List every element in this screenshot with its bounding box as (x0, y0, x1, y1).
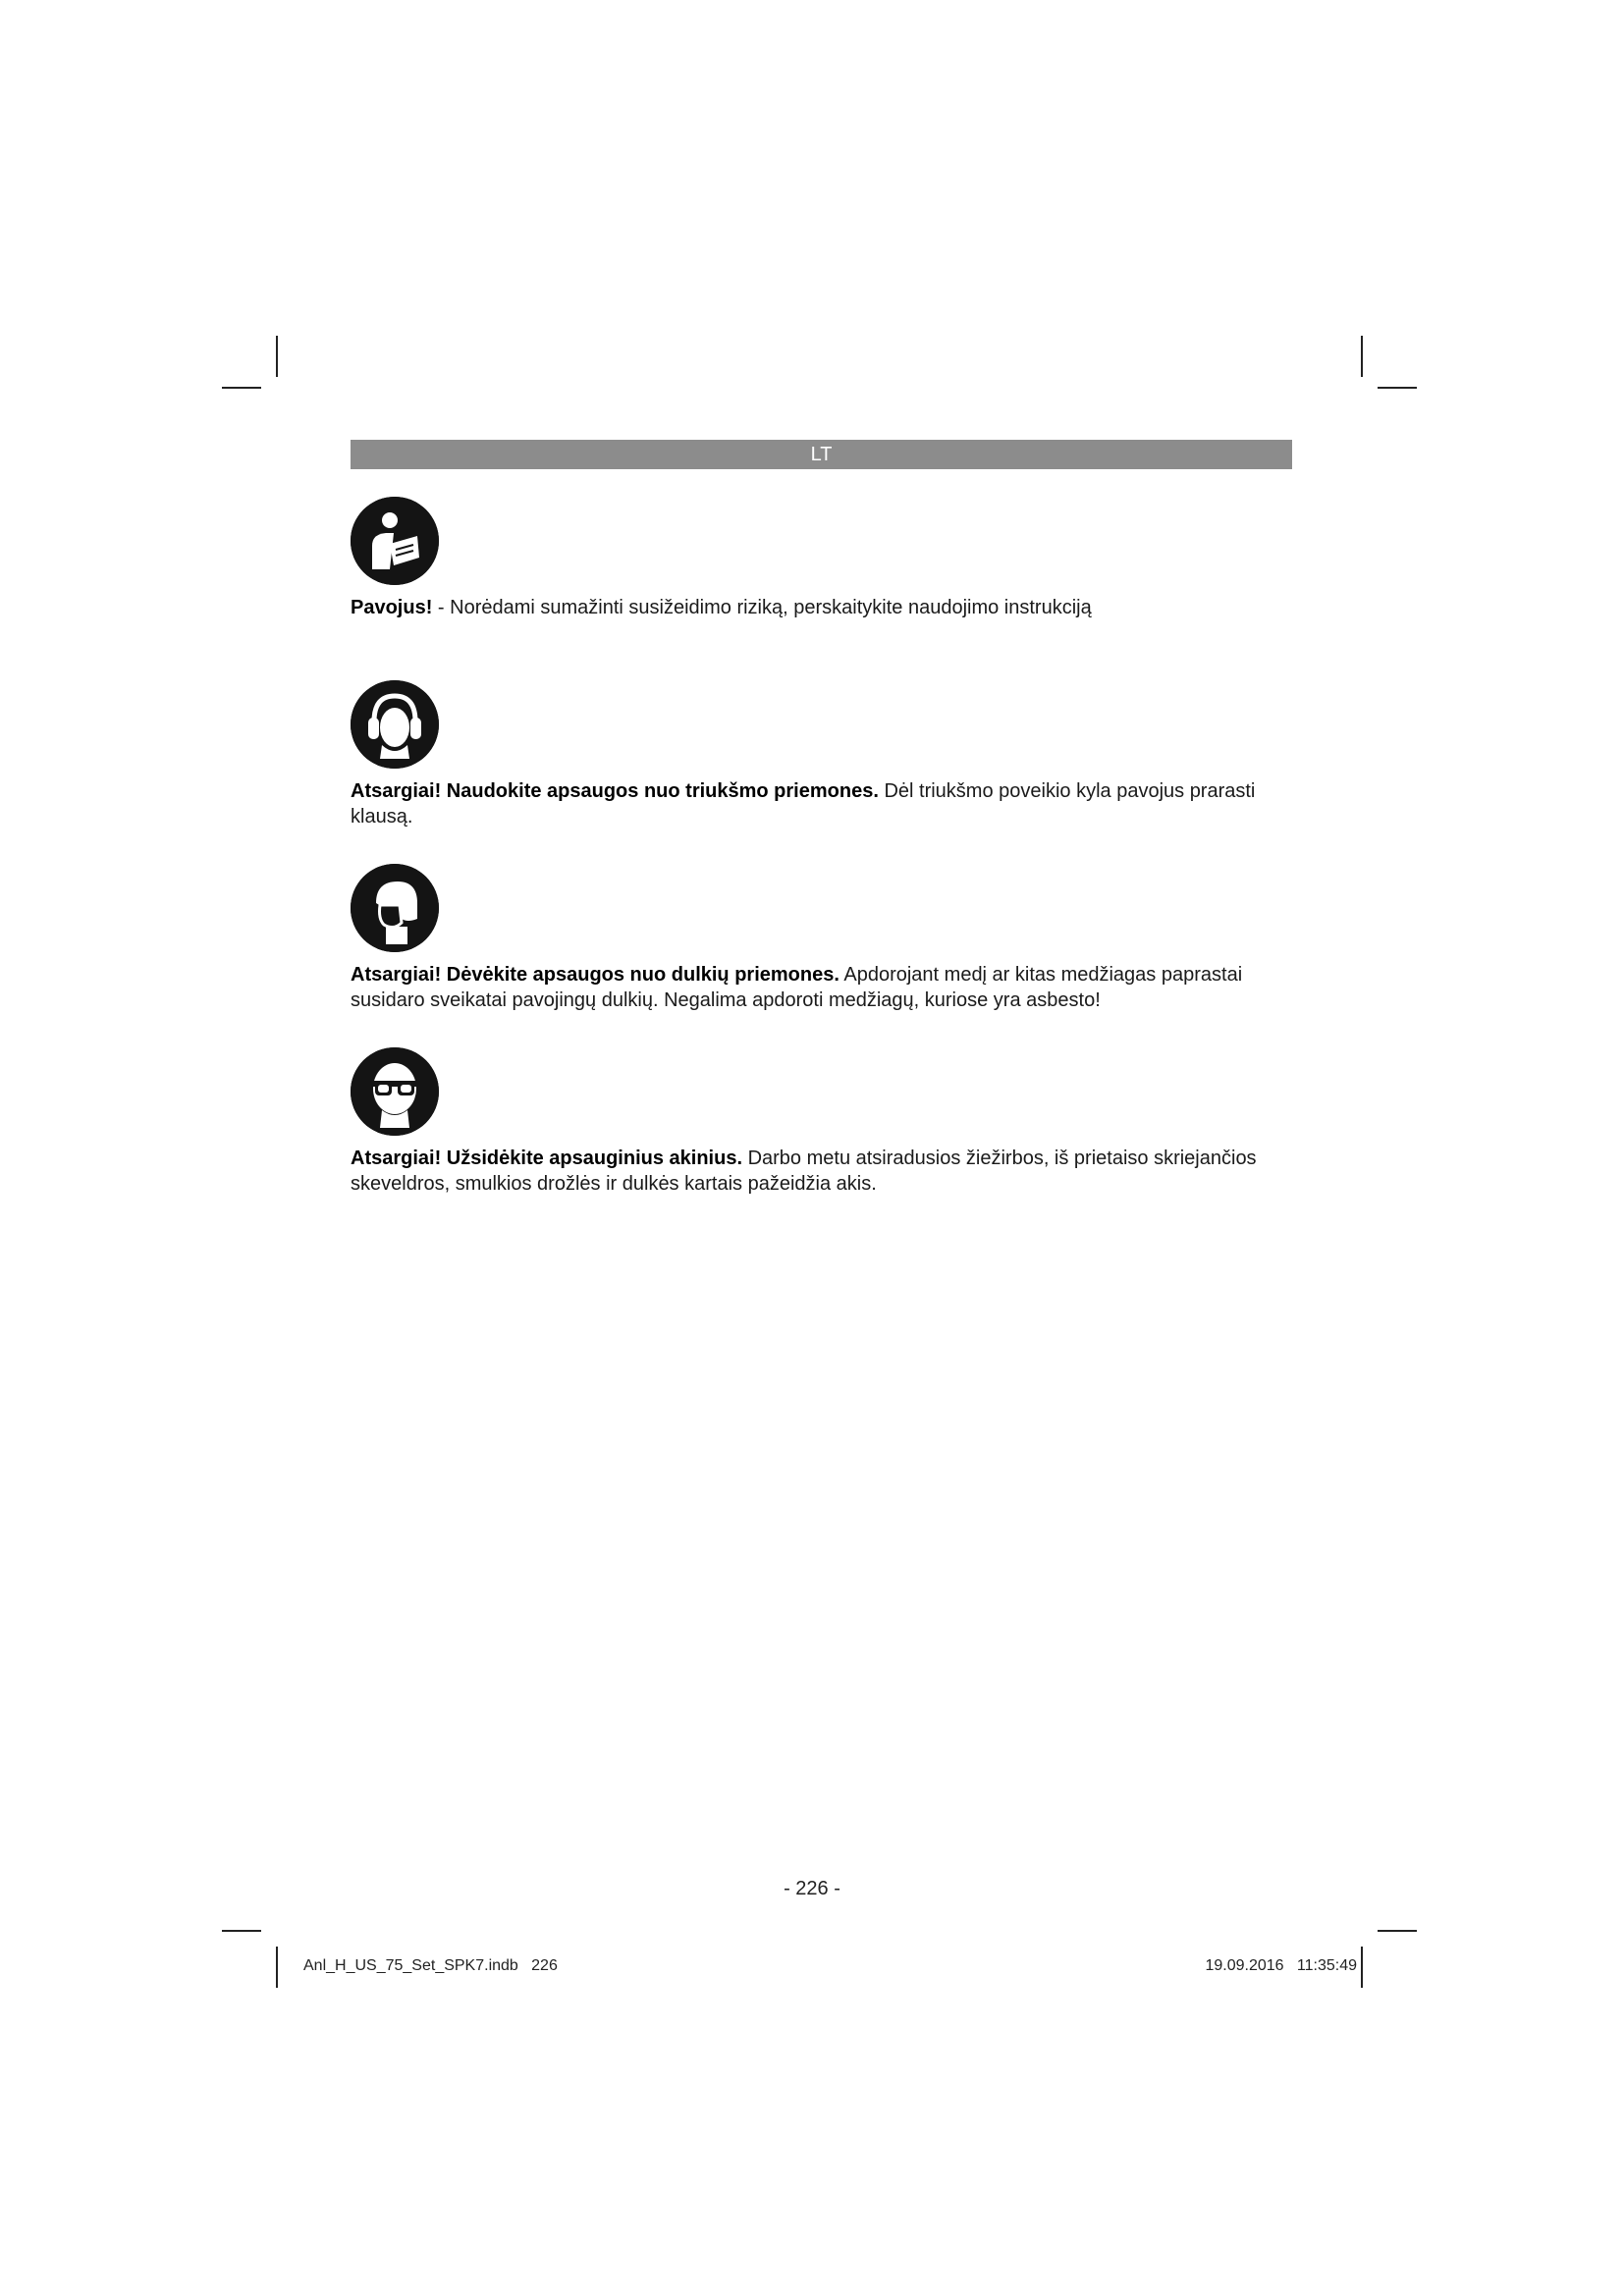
crop-mark (222, 387, 261, 389)
read-manual-icon (351, 497, 439, 585)
warning-text: Dėl triukšmo poveikio kyla pavojus prarasti klausą. (351, 780, 1256, 828)
footer-file-name: Anl_H_US_75_Set_SPK7.indb 226 (303, 1957, 558, 1974)
warning-hearing-protection (351, 680, 1293, 829)
warning-title: Atsargiai! Naudokite apsaugos nuo triukšmo priemones. (351, 780, 879, 802)
crop-mark (276, 1947, 278, 1988)
page-number: - 226 - (784, 1878, 840, 1899)
warning-read-manual (351, 497, 1293, 620)
warning-eye-protection (351, 1047, 1293, 1197)
dust-mask-icon (351, 864, 439, 952)
warning-text: Darbo metu atsiradusios žiežirbos, iš prietaiso skriejančios skeveldros, smulkios drožlės ir dulkės kartais pažeidžia akis. (351, 1148, 1257, 1195)
footer-timestamp: 19.09.2016 11:35:49 (1205, 1957, 1357, 1974)
warning-text: - Norėdami sumažinti susižeidimo riziką, perskaitykite naudojimo instrukciją (432, 597, 1092, 618)
warning-title: Atsargiai! Dėvėkite apsaugos nuo dulkių priemones. (351, 964, 839, 986)
warning-title: Pavojus! (351, 597, 433, 618)
warning-title: Atsargiai! Užsidėkite apsauginius akinius. (351, 1148, 743, 1169)
crop-mark (1361, 1947, 1363, 1988)
crop-mark (276, 336, 278, 377)
safety-glasses-icon (351, 1047, 439, 1136)
crop-mark (1361, 336, 1363, 377)
crop-mark (1378, 387, 1417, 389)
crop-mark (222, 1930, 261, 1932)
language-header-bar: LT (351, 440, 1292, 469)
warning-dust-protection (351, 864, 1293, 1013)
warning-text: Apdorojant medį ar kitas medžiagas paprastai susidaro sveikatai pavojingų dulkių. Negalima apdoroti medžiagų, kuriose yra asbesto! (351, 964, 1243, 1011)
crop-mark (1378, 1930, 1417, 1932)
hearing-protection-icon (351, 680, 439, 769)
